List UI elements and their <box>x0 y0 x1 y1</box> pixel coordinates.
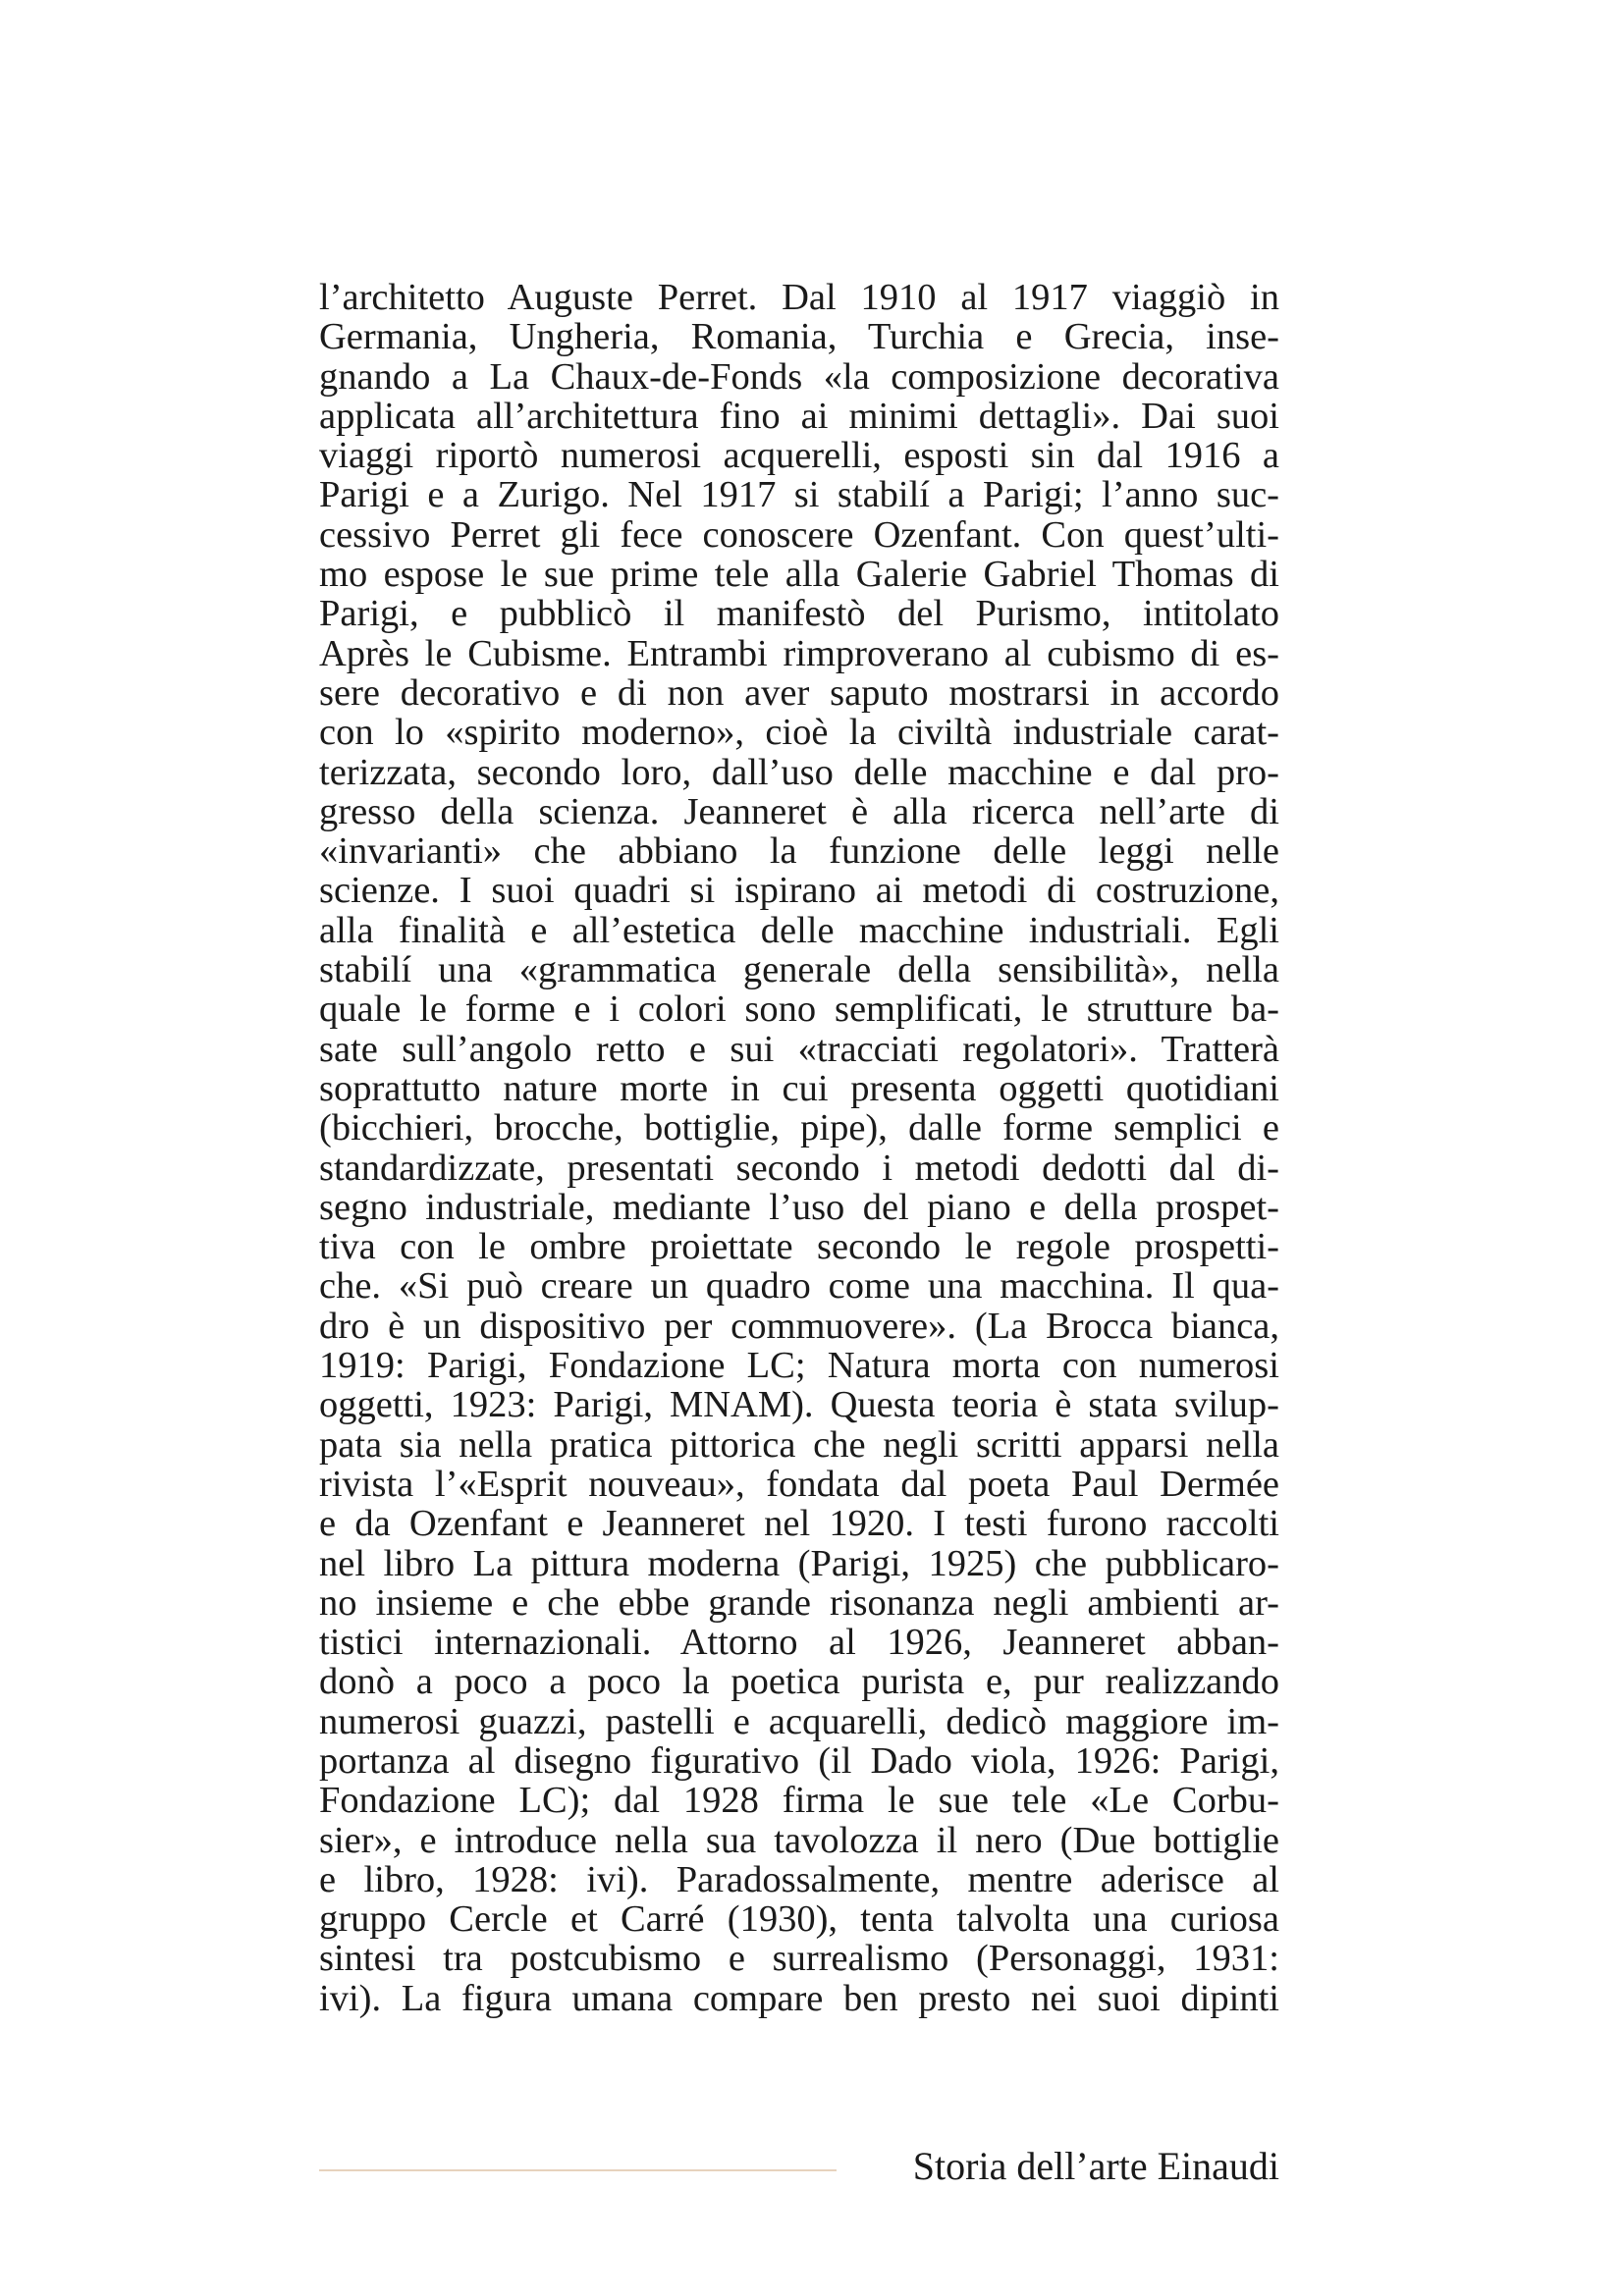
text-line: Fondazione LC); dal 1928 firma le sue tele «Le Corbu- <box>319 1781 1279 1821</box>
text-line: pata sia nella pratica pittorica che negli scritti apparsi nella <box>319 1424 1279 1465</box>
text-line: oggetti, 1923: Parigi, MNAM). Questa teoria è stata svilup- <box>319 1385 1279 1425</box>
text-line: scienze. I suoi quadri si ispirano ai metodi di costruzione, <box>319 871 1279 911</box>
text-line: l’architetto Auguste Perret. Dal 1910 al 1917 viaggiò in <box>319 278 1279 318</box>
text-line: Après le Cubisme. Entrambi rimproverano al cubismo di es- <box>319 633 1279 673</box>
text-line: Germania, Ungheria, Romania, Turchia e Grecia, inse- <box>319 317 1279 357</box>
text-line: che. «Si può creare un quadro come una macchina. Il qua- <box>319 1266 1279 1307</box>
text-line: segno industriale, mediante l’uso del piano e della prospet- <box>319 1187 1279 1228</box>
text-line: gruppo Cercle et Carré (1930), tenta talvolta una curiosa <box>319 1899 1279 1940</box>
text-line: numerosi guazzi, pastelli e acquarelli, dedicò maggiore im- <box>319 1701 1279 1741</box>
footer-divider <box>319 2169 837 2171</box>
text-line: con lo «spirito moderno», cioè la civiltà industriale carat- <box>319 713 1279 753</box>
text-line: applicata all’architettura fino ai minimi dettagli». Dai suoi <box>319 396 1279 437</box>
text-line: gresso della scienza. Jeanneret è alla ricerca nell’arte di <box>319 791 1279 832</box>
text-line: e libro, 1928: ivi). Paradossalmente, mentre aderisce al <box>319 1859 1279 1900</box>
text-line: cessivo Perret gli fece conoscere Ozenfant. Con quest’ulti- <box>319 514 1279 556</box>
text-line: e da Ozenfant e Jeanneret nel 1920. I testi furono raccolti <box>319 1504 1279 1544</box>
text-line: (bicchieri, brocche, bottiglie, pipe), dalle forme semplici e <box>319 1108 1279 1148</box>
text-line: sintesi tra postcubismo e surrealismo (Personaggi, 1931: <box>319 1939 1279 1979</box>
text-line: portanza al disegno figurativo (il Dado viola, 1926: Parigi, <box>319 1740 1279 1782</box>
text-line: soprattutto nature morte in cui presenta oggetti quotidiani <box>319 1068 1279 1109</box>
text-line: quale le forme e i colori sono semplificati, le strutture ba- <box>319 989 1279 1030</box>
text-line: nel libro La pittura moderna (Parigi, 1925) che pubblicaro- <box>319 1543 1279 1583</box>
text-line: ivi). La figura umana compare ben presto nei suoi dipinti <box>319 1978 1279 2019</box>
text-line: terizzata, secondo loro, dall’uso delle macchine e dal pro- <box>319 752 1279 792</box>
text-line: gnando a La Chaux-de-Fonds «la composizione decorativa <box>319 356 1279 397</box>
text-line: viaggi riportò numerosi acquerelli, esposti sin dal 1916 a <box>319 436 1279 476</box>
text-line: donò a poco a poco la poetica purista e, pur realizzando <box>319 1662 1279 1702</box>
text-line: standardizzate, presentati secondo i metodi dedotti dal di- <box>319 1148 1279 1188</box>
text-line: stabilí una «grammatica generale della sensibilità», nella <box>319 950 1279 990</box>
text-line: «invarianti» che abbiano la funzione delle leggi nelle <box>319 831 1279 872</box>
text-line: no insieme e che ebbe grande risonanza negli ambienti ar- <box>319 1582 1279 1624</box>
footer-title: Storia dell’arte Einaudi <box>912 2144 1279 2188</box>
text-line: Parigi e a Zurigo. Nel 1917 si stabilí a Parigi; l’anno suc- <box>319 475 1279 515</box>
body-text <box>319 278 1279 2018</box>
text-line: rivista l’«Esprit nouveau», fondata dal poeta Paul Dermée <box>319 1464 1279 1505</box>
text-line: 1919: Parigi, Fondazione LC; Natura morta con numerosi <box>319 1346 1279 1386</box>
text-line: sere decorativo e di non aver saputo mostrarsi in accordo <box>319 672 1279 714</box>
text-line: Parigi, e pubblicò il manifestò del Purismo, intitolato <box>319 594 1279 634</box>
text-line: sate sull’angolo retto e sui «tracciati regolatori». Tratterà <box>319 1029 1279 1069</box>
text-line: dro è un dispositivo per commuovere». (La Brocca bianca, <box>319 1306 1279 1347</box>
text-line: sier», e introduce nella sua tavolozza il nero (Due bottiglie <box>319 1820 1279 1860</box>
text-line: tiva con le ombre proiettate secondo le regole prospetti- <box>319 1227 1279 1267</box>
text-line: tistici internazionali. Attorno al 1926, Jeanneret abban- <box>319 1623 1279 1663</box>
text-line: mo espose le sue prime tele alla Galerie Gabriel Thomas di <box>319 555 1279 595</box>
text-line: alla finalità e all’estetica delle macchine industriali. Egli <box>319 910 1279 951</box>
